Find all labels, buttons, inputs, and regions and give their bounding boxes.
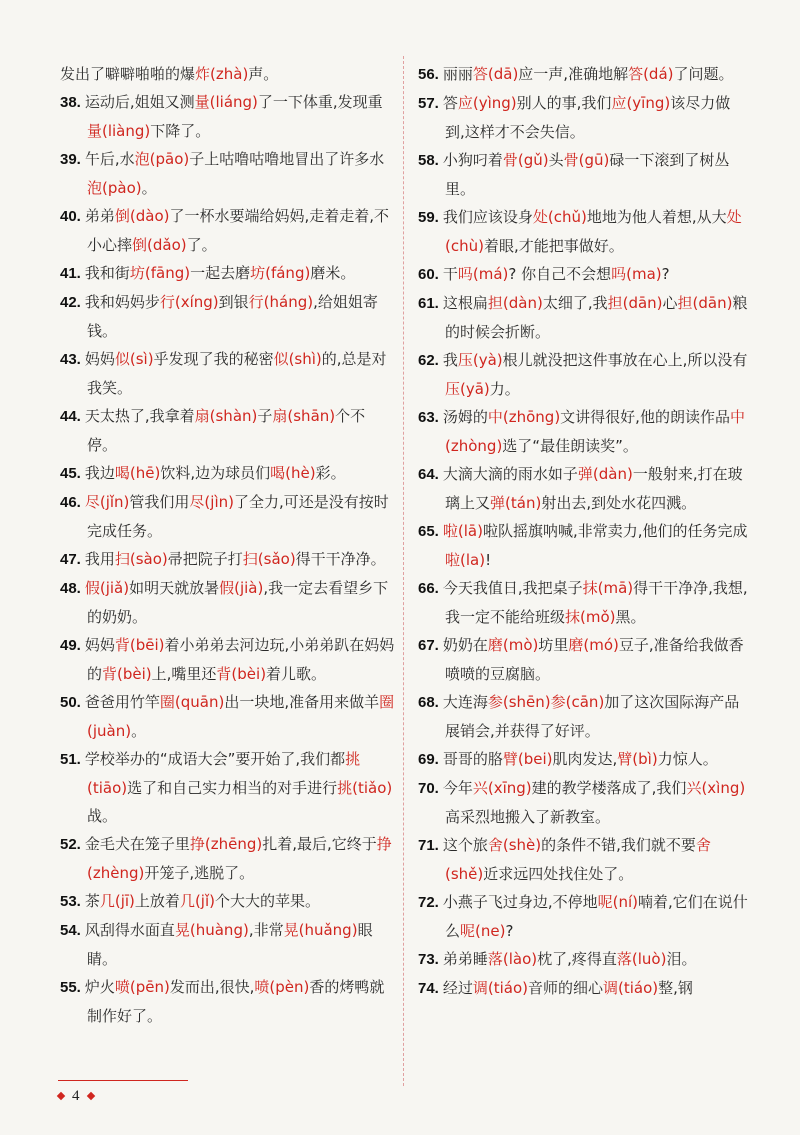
exercise-item xyxy=(60,459,395,488)
sentence-text: 乎发现了我的秘密 xyxy=(153,350,274,368)
sentence-text: 今天我值日,我把桌子 xyxy=(442,579,583,597)
sentence-text: 根儿就没把这件事放在心上,所以没有 xyxy=(502,351,748,369)
sentence-text: 射出去,到处水花四溅。 xyxy=(541,494,697,512)
sentence-text: 着眼,才能把事做好。 xyxy=(483,237,624,255)
pinyin-annotation: 假(jiǎ) xyxy=(84,579,130,597)
exercise-item xyxy=(60,688,395,745)
sentence-text: 啦队摇旗呐喊,非常卖力,他们的任务完成 xyxy=(482,522,748,540)
sentence-text: 饮料,边为球员们 xyxy=(160,464,271,482)
item-number: 67. xyxy=(418,637,439,654)
sentence-text: 的,总是对我笑。 xyxy=(87,350,387,397)
footer-rule xyxy=(58,1080,188,1081)
pinyin-annotation: 应(yīng) xyxy=(611,94,671,112)
item-number: 45. xyxy=(60,465,81,482)
pinyin-annotation: 中(zhòng) xyxy=(445,408,745,455)
sentence-text: 扎着,最后,它终于 xyxy=(262,835,377,853)
item-number: 53. xyxy=(60,893,81,910)
pinyin-annotation: 处(chǔ) xyxy=(532,208,587,226)
pinyin-annotation: 泡(pào) xyxy=(87,179,142,197)
sentence-text: 这个旅 xyxy=(442,836,488,854)
pinyin-annotation: 处(chù) xyxy=(445,208,742,255)
pinyin-annotation: 量(liàng) xyxy=(87,122,151,140)
pinyin-annotation: 泡(pāo) xyxy=(134,150,190,168)
pinyin-annotation: 调(tiáo) xyxy=(472,979,528,997)
exercise-item xyxy=(418,460,748,517)
sentence-text: 奶奶在 xyxy=(442,636,488,654)
sentence-text: 地地为他人着想,从大 xyxy=(586,208,727,226)
sentence-text: 哥哥的胳 xyxy=(442,750,503,768)
exercise-item xyxy=(418,888,748,945)
sentence-text: 了一杯水要端给妈妈,走着走着,不小心摔 xyxy=(87,207,390,254)
sentence-text: 我和街 xyxy=(84,264,130,282)
sentence-text: 妈妈 xyxy=(84,636,115,654)
pinyin-annotation: 行(háng) xyxy=(248,293,314,311)
pinyin-annotation: 答(dá) xyxy=(628,65,674,83)
exercise-item xyxy=(418,631,748,688)
sentence-text: 。 xyxy=(131,722,147,740)
sentence-text: 管我们用 xyxy=(129,493,190,511)
pinyin-annotation: 抹(mǒ) xyxy=(565,608,616,626)
sentence-text: 上,嘴里还 xyxy=(151,665,217,683)
pinyin-annotation: 担(dàn) xyxy=(487,294,543,312)
pinyin-annotation: 弹(tán) xyxy=(490,494,542,512)
right-column xyxy=(418,60,748,1003)
sentence-text: 泪。 xyxy=(666,950,697,968)
item-number: 60. xyxy=(418,266,439,283)
pinyin-annotation: 担(dān) xyxy=(607,294,663,312)
sentence-text: 。 xyxy=(141,179,157,197)
pinyin-annotation: 背(bèi) xyxy=(102,665,152,683)
item-number: 43. xyxy=(60,351,81,368)
sentence-text: 今年 xyxy=(442,779,473,797)
pinyin-annotation: 吗(ma) xyxy=(611,265,662,283)
item-number: 39. xyxy=(60,151,81,168)
exercise-item xyxy=(418,574,748,631)
item-number: 68. xyxy=(418,694,439,711)
exercise-item xyxy=(60,887,395,916)
sentence-text: 弟弟 xyxy=(84,207,115,225)
diamond-icon xyxy=(86,1092,94,1100)
pinyin-annotation: 中(zhōng) xyxy=(487,408,561,426)
sentence-text: 头 xyxy=(548,151,564,169)
pinyin-annotation: 舍(shě) xyxy=(445,836,711,883)
item-number: 44. xyxy=(60,408,81,425)
sentence-text: ? xyxy=(505,922,514,940)
sentence-text: ,非常 xyxy=(248,921,284,939)
exercise-item xyxy=(60,973,395,1030)
sentence-text: 弟弟睡 xyxy=(442,950,488,968)
pinyin-annotation: 喷(pēn) xyxy=(114,978,170,996)
sentence-text: 文讲得很好,他的朗读作品 xyxy=(560,408,730,426)
sentence-text: 天太热了,我拿着 xyxy=(84,407,195,425)
sentence-text: ,我一定去看望乡下的奶奶。 xyxy=(87,579,389,626)
item-number: 54. xyxy=(60,922,81,939)
pinyin-annotation: 兴(xìng) xyxy=(686,779,746,797)
sentence-text: 开笼子,逃脱了。 xyxy=(144,864,255,882)
sentence-text: 发而出,很快, xyxy=(169,978,255,996)
pinyin-annotation: 量(liáng) xyxy=(194,93,258,111)
sentence-text: 爸爸用竹竿 xyxy=(84,693,160,711)
sentence-text: ? xyxy=(661,265,670,283)
pinyin-annotation: 晃(huǎng) xyxy=(283,921,358,939)
sentence-text: 个大大的苹果。 xyxy=(214,892,320,910)
sentence-text: 选了和自己实力相当的对手进行 xyxy=(127,779,338,797)
item-number: 70. xyxy=(418,780,439,797)
exercise-item xyxy=(418,260,748,289)
item-number: 55. xyxy=(60,979,81,996)
pinyin-annotation: 调(tiáo) xyxy=(603,979,659,997)
sentence-text: 下降了。 xyxy=(150,122,211,140)
pinyin-annotation: 似(sì) xyxy=(114,350,154,368)
exercise-item xyxy=(418,89,748,146)
pinyin-annotation: 喝(hē) xyxy=(114,464,161,482)
item-number: 49. xyxy=(60,637,81,654)
sentence-text: 的条件不错,我们就不要 xyxy=(541,836,696,854)
exercise-item xyxy=(418,774,748,831)
item-number: 47. xyxy=(60,551,81,568)
sentence-text: 我边 xyxy=(84,464,115,482)
item-number: 59. xyxy=(418,209,439,226)
exercise-item xyxy=(418,688,748,745)
sentence-text: 力。 xyxy=(489,380,520,398)
sentence-text: 战。 xyxy=(87,807,118,825)
sentence-text: 小狗叼着 xyxy=(442,151,503,169)
sentence-text: 力惊人。 xyxy=(657,750,718,768)
exercise-item xyxy=(418,346,748,403)
item-number: 57. xyxy=(418,95,439,112)
pinyin-annotation: 行(xíng) xyxy=(159,293,219,311)
sentence-text: 粮的时候会折断。 xyxy=(445,294,748,341)
page-footer xyxy=(58,1082,94,1110)
sentence-text: 别人的事,我们 xyxy=(516,94,612,112)
sentence-text: 如明天就放暑 xyxy=(129,579,220,597)
sentence-text: 我用 xyxy=(84,550,115,568)
item-number: 66. xyxy=(418,580,439,597)
pinyin-annotation: 臂(bì) xyxy=(617,750,658,768)
sentence-text: 一般射来,打在玻璃上又 xyxy=(445,465,743,512)
sentence-text: 经过 xyxy=(442,979,473,997)
sentence-text: 心 xyxy=(662,294,678,312)
sentence-text: 香的烤鸭就制作好了。 xyxy=(87,978,385,1025)
item-number: 61. xyxy=(418,295,439,312)
item-number: 74. xyxy=(418,980,439,997)
sentence-text: 出一块地,准备用来做羊 xyxy=(224,693,380,711)
item-number: 63. xyxy=(418,409,439,426)
pinyin-annotation: 倒(dào) xyxy=(114,207,170,225)
pinyin-annotation: 似(shì) xyxy=(273,350,322,368)
pinyin-annotation: 圈(quān) xyxy=(159,693,225,711)
item-number: 64. xyxy=(418,466,439,483)
sentence-text: 个不停。 xyxy=(87,407,366,454)
sentence-text: 磨米。 xyxy=(310,264,356,282)
sentence-text: 枕了,疼得直 xyxy=(537,950,617,968)
item-number: 38. xyxy=(60,94,81,111)
item-number: 56. xyxy=(418,66,439,83)
pinyin-annotation: 挣(zhèng) xyxy=(87,835,392,882)
sentence-text: 这根扁 xyxy=(442,294,488,312)
pinyin-annotation: 抹(mā) xyxy=(582,579,634,597)
sentence-text: ,给姐姐寄钱。 xyxy=(87,293,378,340)
sentence-text: 着小弟弟去河边玩,小弟弟趴在妈妈的 xyxy=(87,636,395,683)
sentence-text: 大连海 xyxy=(442,693,488,711)
pinyin-annotation: 骨(gū) xyxy=(563,151,610,169)
pinyin-annotation: 挣(zhēng) xyxy=(189,835,263,853)
sentence-text: 声。 xyxy=(248,65,279,83)
exercise-item xyxy=(418,945,748,974)
item-number: 73. xyxy=(418,951,439,968)
sentence-text: 应一声,准确地解 xyxy=(518,65,629,83)
sentence-text: 黑。 xyxy=(615,608,646,626)
item-number: 48. xyxy=(60,580,81,597)
sentence-text: 我和妈妈步 xyxy=(84,293,160,311)
pinyin-annotation: 压(yà) xyxy=(457,351,503,369)
exercise-item xyxy=(418,745,748,774)
sentence-text: 干 xyxy=(442,265,458,283)
item-number: 50. xyxy=(60,694,81,711)
sentence-text: 了全力,可还是没有按时完成任务。 xyxy=(87,493,389,540)
exercise-item xyxy=(60,345,395,402)
sentence-text: 加了这次国际海产品展销会,并获得了好评。 xyxy=(445,693,740,740)
sentence-text: 着儿歌。 xyxy=(266,665,327,683)
sentence-text: 子 xyxy=(257,407,273,425)
sentence-text: 彩。 xyxy=(315,464,346,482)
sentence-text: 答 xyxy=(442,94,458,112)
pinyin-annotation: 兴(xīng) xyxy=(472,779,532,797)
item-number: 65. xyxy=(418,523,439,540)
exercise-item xyxy=(60,916,395,973)
pinyin-annotation: 压(yā) xyxy=(445,380,490,398)
exercise-item xyxy=(418,289,748,346)
item-number: 40. xyxy=(60,208,81,225)
exercise-item xyxy=(60,145,395,202)
sentence-text: ? 你自己不会想 xyxy=(508,265,612,283)
pinyin-annotation: 坊(fáng) xyxy=(250,264,311,282)
pinyin-annotation: 落(luò) xyxy=(616,950,667,968)
pinyin-annotation: 磨(mò) xyxy=(487,636,539,654)
pinyin-annotation: 扫(sǎo) xyxy=(242,550,296,568)
pinyin-annotation: 喷(pèn) xyxy=(254,978,310,996)
pinyin-annotation: 圈(juàn) xyxy=(87,693,395,740)
sentence-text: 到银 xyxy=(218,293,249,311)
sentence-text: 肌肉发达, xyxy=(552,750,618,768)
sentence-text: 选了“最佳朗读奖”。 xyxy=(502,437,638,455)
sentence-text: 坊里 xyxy=(538,636,569,654)
sentence-text: 学校举办的“成语大会”要开始了,我们都 xyxy=(84,750,346,768)
pinyin-annotation: 喝(hè) xyxy=(270,464,316,482)
sentence-text: 帚把院子打 xyxy=(167,550,243,568)
exercise-item xyxy=(60,88,395,145)
pinyin-annotation: 假(jià) xyxy=(219,579,264,597)
exercise-item xyxy=(418,517,748,574)
pinyin-annotation: 参(shēn) xyxy=(487,693,551,711)
sentence-text: 整,钢 xyxy=(658,979,693,997)
sentence-text: 大滴大滴的雨水如子 xyxy=(442,465,578,483)
sentence-text: 金毛犬在笼子里 xyxy=(84,835,190,853)
item-number: 51. xyxy=(60,751,81,768)
exercise-item xyxy=(60,202,395,259)
exercise-item xyxy=(60,259,395,288)
pinyin-annotation: 答(dā) xyxy=(472,65,519,83)
diamond-icon xyxy=(57,1092,65,1100)
item-number: 42. xyxy=(60,294,81,311)
pinyin-annotation: 落(lào) xyxy=(487,950,538,968)
exercise-item xyxy=(418,831,748,888)
pinyin-annotation: 扇(shàn) xyxy=(194,407,258,425)
pinyin-annotation: 呢(ne) xyxy=(460,922,506,940)
exercise-item xyxy=(60,830,395,887)
sentence-text: 喃着,它们在说什么 xyxy=(445,893,748,940)
left-column xyxy=(60,60,395,1030)
sentence-text: 子上咕噜咕噜地冒出了许多水 xyxy=(189,150,385,168)
sentence-text: 碌一下滚到了树丛里。 xyxy=(445,151,730,198)
exercise-item xyxy=(418,146,748,203)
sentence-text: 运动后,姐姐又测 xyxy=(84,93,195,111)
sentence-text: 该尽力做到,这样才不会失信。 xyxy=(445,94,731,141)
pinyin-annotation: 几(jī) xyxy=(99,892,135,910)
column-divider xyxy=(403,56,404,1086)
pinyin-annotation: 磨(mó) xyxy=(568,636,619,654)
sentence-text: 丽丽 xyxy=(442,65,473,83)
pinyin-annotation: 扫(sào) xyxy=(114,550,168,568)
pinyin-annotation: 背(bēi) xyxy=(114,636,165,654)
page-number: 4 xyxy=(72,1087,80,1104)
pinyin-annotation: 啦(la) xyxy=(445,551,486,569)
exercise-item xyxy=(60,631,395,688)
pinyin-annotation: 扇(shān) xyxy=(272,407,336,425)
pinyin-annotation: 吗(má) xyxy=(457,265,509,283)
exercise-item xyxy=(418,203,748,260)
pinyin-annotation: 弹(dàn) xyxy=(577,465,633,483)
pinyin-annotation: 尽(jìn) xyxy=(189,493,234,511)
pinyin-annotation: 尽(jǐn) xyxy=(84,493,130,511)
sentence-text: 汤姆的 xyxy=(442,408,488,426)
exercise-item xyxy=(60,545,395,574)
pinyin-annotation: 臂(bei) xyxy=(502,750,553,768)
item-number: 72. xyxy=(418,894,439,911)
pinyin-annotation: 舍(shè) xyxy=(487,836,542,854)
sentence-text: 得干干净净,我想,我一定不能给班级 xyxy=(445,579,748,626)
exercise-item xyxy=(60,288,395,345)
pinyin-annotation: 骨(gǔ) xyxy=(502,151,549,169)
exercise-item xyxy=(418,60,748,89)
pinyin-annotation: 倒(dǎo) xyxy=(132,236,187,254)
item-number: 41. xyxy=(60,265,81,282)
pinyin-annotation: 啦(lā) xyxy=(442,522,483,540)
sentence-text: 音师的细心 xyxy=(528,979,604,997)
sentence-text: 了问题。 xyxy=(673,65,734,83)
sentence-text: 一起去磨 xyxy=(190,264,251,282)
pinyin-annotation: 晃(huàng) xyxy=(174,921,249,939)
sentence-text: 豆子,准备给我做香喷喷的豆腐脑。 xyxy=(445,636,744,683)
item-number: 69. xyxy=(418,751,439,768)
sentence-text: 妈妈 xyxy=(84,350,115,368)
pinyin-annotation: 背(bèi) xyxy=(216,665,267,683)
pinyin-annotation: 几(jǐ) xyxy=(179,892,215,910)
sentence-text: 炉火 xyxy=(84,978,115,996)
pinyin-annotation: 应(yìng) xyxy=(457,94,517,112)
exercise-item xyxy=(60,402,395,459)
sentence-text: ! xyxy=(485,551,492,569)
item-number: 46. xyxy=(60,494,81,511)
sentence-text: 发出了噼噼啪啪的爆 xyxy=(60,65,196,83)
exercise-item xyxy=(60,60,395,88)
sentence-text: 小燕子飞过身边,不停地 xyxy=(442,893,598,911)
exercise-item xyxy=(60,574,395,631)
item-number: 58. xyxy=(418,152,439,169)
pinyin-annotation: 担(dān) xyxy=(677,294,733,312)
sentence-text: 我们应该设身 xyxy=(442,208,533,226)
sentence-text: 午后,水 xyxy=(84,150,135,168)
sentence-text: 我 xyxy=(442,351,458,369)
sentence-text: 风刮得水面直 xyxy=(84,921,175,939)
sentence-text: 茶 xyxy=(84,892,100,910)
pinyin-annotation: 挑(tiǎo) xyxy=(337,779,393,797)
item-number: 71. xyxy=(418,837,439,854)
pinyin-annotation: 挑(tiāo) xyxy=(87,750,361,797)
sentence-text: 太细了,我 xyxy=(542,294,608,312)
sentence-text: 了一下体重,发现重 xyxy=(257,93,383,111)
sentence-text: 得干干净净。 xyxy=(295,550,386,568)
sentence-text: 上放着 xyxy=(134,892,180,910)
sentence-text: 眼睛。 xyxy=(87,921,373,968)
exercise-item xyxy=(418,403,748,460)
item-number: 62. xyxy=(418,352,439,369)
sentence-text: 了。 xyxy=(186,236,217,254)
exercise-item xyxy=(60,488,395,545)
exercise-item xyxy=(60,745,395,830)
pinyin-annotation: 呢(ní) xyxy=(597,893,639,911)
item-number: 52. xyxy=(60,836,81,853)
pinyin-annotation: 参(cān) xyxy=(550,693,605,711)
sentence-text: 近求远四处找住处了。 xyxy=(483,865,634,883)
pinyin-annotation: 炸(zhà) xyxy=(195,65,249,83)
sentence-text: 高采烈地搬入了新教室。 xyxy=(445,808,611,826)
pinyin-annotation: 坊(fāng) xyxy=(129,264,191,282)
exercise-item xyxy=(418,974,748,1003)
sentence-text: 建的教学楼落成了,我们 xyxy=(531,779,687,797)
